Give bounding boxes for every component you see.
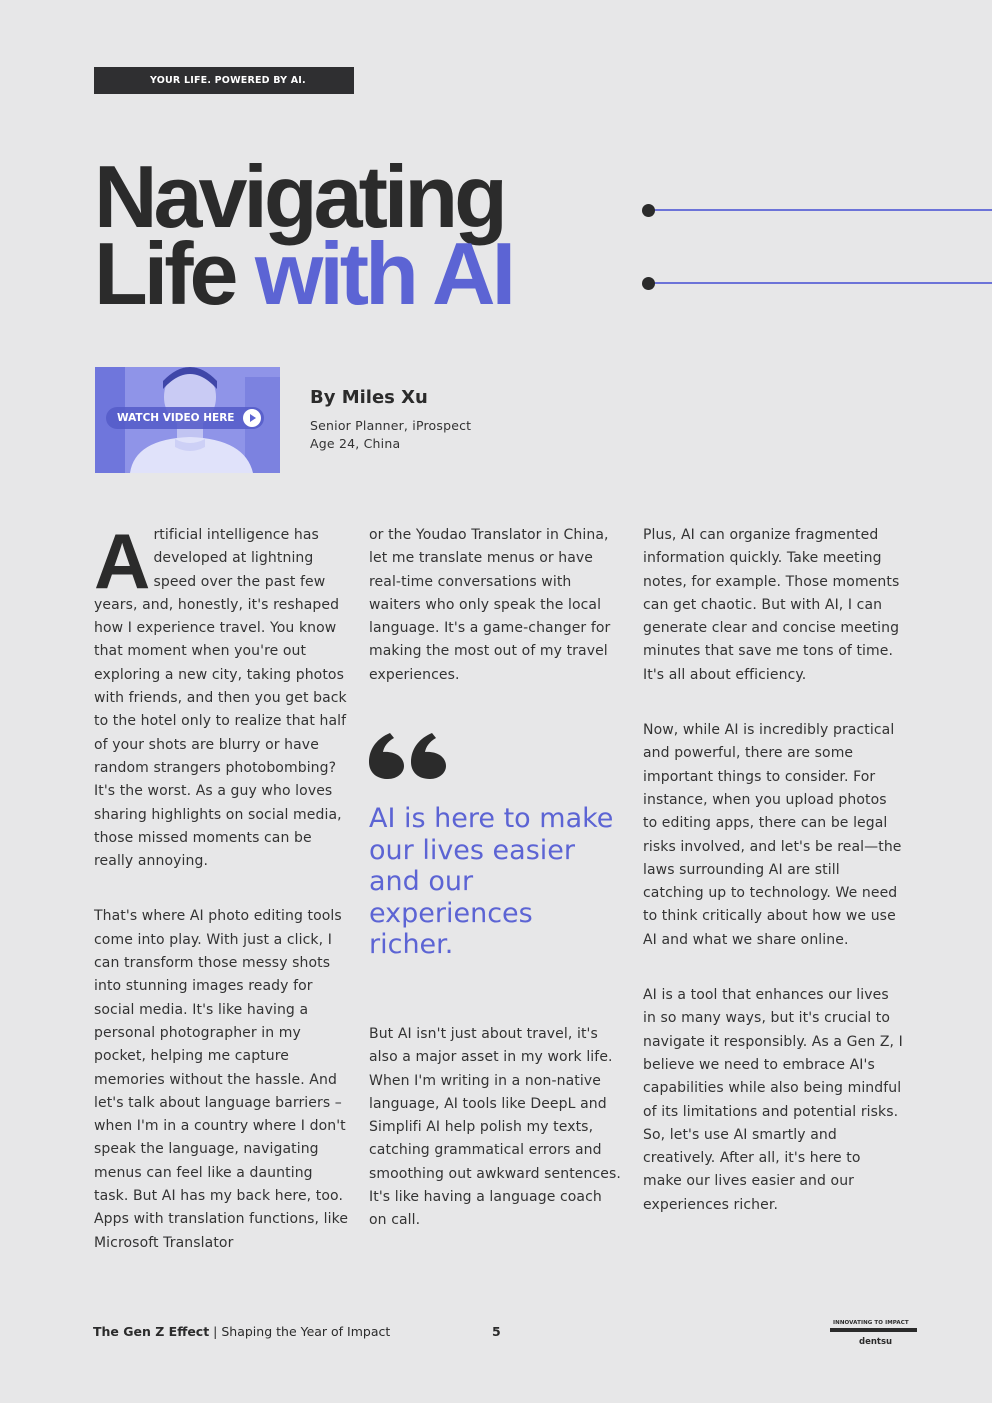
quote-mark-icon xyxy=(368,733,452,779)
pull-quote: AI is here to make our lives easier and our experiences richer. xyxy=(369,803,614,960)
video-thumbnail[interactable] xyxy=(95,367,280,473)
decorative-line-bottom xyxy=(649,282,992,284)
paragraph-text: rtificial intelligence has developed at lightning speed over the past few years, and, honestly, it's reshaped how I experience travel. You know that moment when you're out exploring a new city, taking photos with friends, and then you get back to the hotel only to realize that half of your shots are blurry or have random strangers photobombing? It's the worst. As a guy who loves sharing highlights on social media, those missed moments can be really annoying. xyxy=(94,527,347,870)
decorative-dot-top xyxy=(642,204,655,217)
decorative-dot-bottom xyxy=(642,277,655,290)
watch-video-label: WATCH VIDEO HERE xyxy=(117,412,235,424)
publication-subtitle: Shaping the Year of Impact xyxy=(221,1324,391,1339)
article-paragraph: Plus, AI can organize fragmented information quickly. Take meeting notes, for example. Those moments can get chaotic. But with AI, I can generate clear and concise meeting minutes that save me tons of time. It's all about efficiency. xyxy=(643,527,900,683)
article-paragraph: That's where AI photo editing tools come into play. With just a click, I can transform those messy shots into stunning images ready for social media. It's like having a personal photographer in my pocket, helping me capture memories without the hassle. And let's talk about language barriers – when I'm in a country where I don't speak the language, navigating menus can feel like a daunting task. But AI has my back here, too. Apps with translation functions, like Microsoft Translator xyxy=(94,908,349,1251)
page-number: 5 xyxy=(492,1324,501,1339)
title-line-1: Navigating xyxy=(94,147,504,246)
article-paragraph: But AI isn't just about travel, it's also a major asset in my work life. When I'm writing in a non-native language, AI tools like DeepL and Simplifi AI help polish my texts, catching grammatical errors and smoothing out awkward sentences. It's like having a language coach on call. xyxy=(369,1026,621,1229)
watch-video-button[interactable] xyxy=(106,407,264,429)
article-column-1 xyxy=(94,517,350,1255)
article-paragraph xyxy=(94,517,350,873)
footer-publication xyxy=(93,1324,390,1339)
page-title xyxy=(94,147,513,323)
tagline-banner xyxy=(94,67,354,94)
title-line-2-accent: with AI xyxy=(254,224,513,323)
author-byline: By Miles Xu xyxy=(310,387,428,408)
brand-bar xyxy=(830,1328,917,1332)
brand-tagline: INNOVATING TO IMPACT xyxy=(833,1320,909,1326)
brand-logo: dentsu xyxy=(859,1337,893,1347)
article-paragraph: Now, while AI is incredibly practical and powerful, there are some important things to consider. For instance, when you upload photos to editing apps, there can be legal risks involved, and let's be real—the laws surrounding AI are still catching up to technology. We need to think critically about how we use AI and what we share online. xyxy=(643,722,902,948)
drop-cap: A xyxy=(94,517,151,605)
article-column-2 xyxy=(369,524,621,687)
decorative-line-top xyxy=(649,209,992,211)
author-details: Age 24, China xyxy=(310,436,401,451)
footer-separator: | xyxy=(209,1324,222,1339)
title-line-2-plain: Life xyxy=(94,224,255,323)
publication-name: The Gen Z Effect xyxy=(93,1324,210,1339)
tagline-text: YOUR LIFE. POWERED BY AI. xyxy=(150,75,306,86)
author-role: Senior Planner, iProspect xyxy=(310,418,472,433)
article-paragraph: or the Youdao Translator in China, let me translate menus or have real-time conversations with waiters who only speak the local language. It's a game-changer for making the most out of my travel experiences. xyxy=(369,527,611,683)
article-column-2-lower xyxy=(369,1023,621,1233)
article-paragraph: AI is a tool that enhances our lives in so many ways, but it's crucial to navigate it responsibly. As a Gen Z, I believe we need to embrace AI's capabilities while also being mindful of its limitations and potential risks. So, let's use AI smartly and creatively. After all, it's here to make our lives easier and our experiences richer. xyxy=(643,987,903,1213)
article-column-3 xyxy=(643,524,903,1217)
play-icon[interactable] xyxy=(243,409,261,427)
